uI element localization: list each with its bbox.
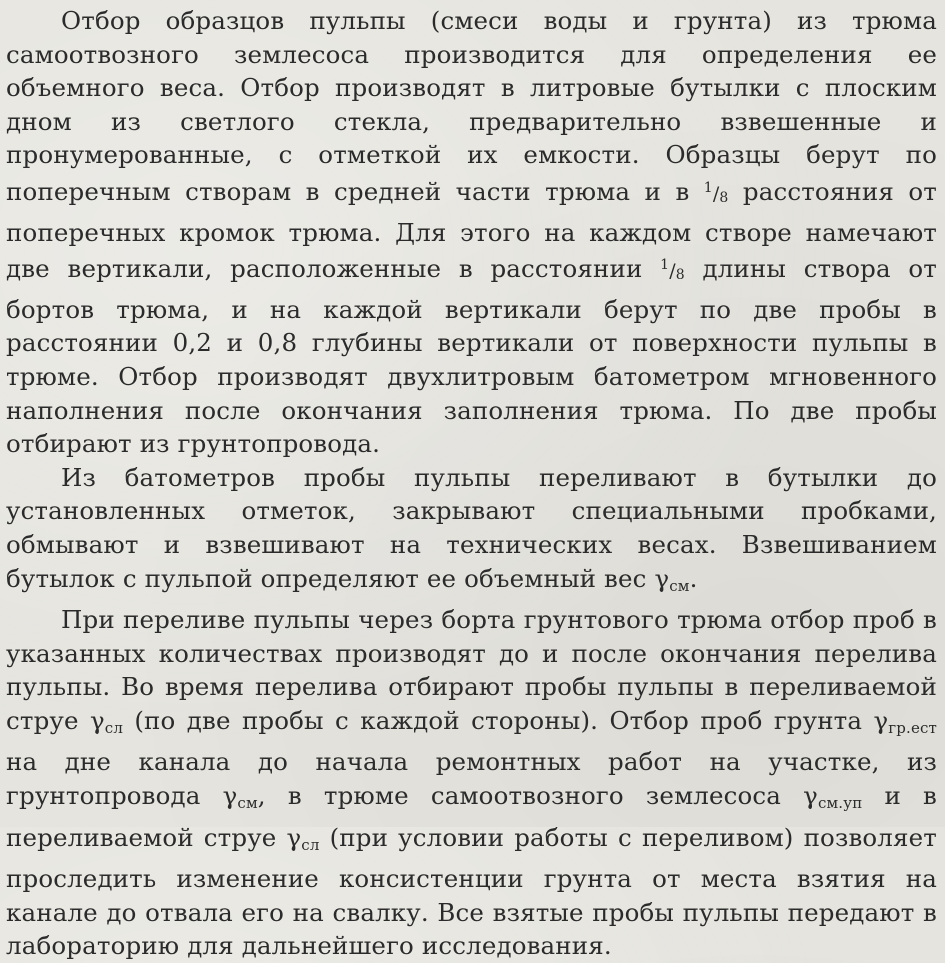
fraction-denominator: 8	[719, 189, 729, 206]
fraction-one-eighth: $^1/_8$	[660, 257, 685, 284]
symbol-subscript: см	[237, 794, 258, 813]
symbol-base: γ	[873, 705, 889, 735]
paragraph-3-text-6: (при условии работы с переливом) позволяет проследить изменение консистенции грунта от места взятия на канале до отвала его на свалку. Все взятые пробы пульпы передают в лабораторию для дальнейшего исследования.	[6, 822, 937, 961]
fraction-numerator: 1	[703, 179, 713, 196]
symbol-subscript: см.уп	[817, 794, 863, 813]
paragraph-1-text-3: длины створа от бортов трюма, и на каждой вертикали берут по две пробы в расстоянии 0,2 и 0,8 глубины вертикали от поверхности пульпы в трюме. Отбор производят двухлитровым батометром мгновенного наполнения после окончания заполнения трюма. По две пробы отбирают из грунтопровода.	[6, 254, 937, 459]
symbol-subscript: см	[669, 576, 690, 595]
paragraph-3-text-4: , в трюме самоотвозного землесоса	[257, 781, 804, 811]
paragraph-3-text-2: (по две пробы с каждой стороны). Отбор проб грунта	[123, 705, 874, 735]
fraction-denominator: 8	[675, 267, 685, 284]
gamma-sl-symbol	[287, 823, 320, 852]
symbol-base: γ	[286, 822, 302, 852]
paragraph-2-text-2: .	[689, 563, 698, 593]
paragraph-1	[6, 4, 937, 461]
paragraph-3	[6, 603, 937, 963]
gamma-sm-symbol	[654, 564, 689, 593]
paragraph-3-text-3: на дне канала до начала ремонтных работ на участке, из грунтопровода	[6, 747, 937, 811]
paragraph-1-text-1: Отбор образцов пульпы (смеси воды и грунта) из трюма самоотвозного землесоса производится для определения ее объемного веса. Отбор производят в литровые бутылки с плоским дном из светлого стекла, предварительно взвешенные и пронумерованные, с отметкой их емкости. Образцы берут по поперечным створам в средней части трюма и в	[6, 6, 937, 206]
paragraph-3-text-5: и в переливаемой струе	[6, 781, 937, 852]
gamma-sm-up-symbol	[803, 781, 863, 813]
gamma-gr-est-symbol	[873, 706, 937, 735]
gamma-sl-symbol	[90, 706, 123, 735]
paragraph-1-text-2: расстояния от поперечных кромок трюма. Для этого на каждом створе намечают две вертикали, расположенные в расстоянии	[6, 176, 937, 284]
paragraph-2-text-1: Из батометров пробы пульпы переливают в бутылки до установленных отметок, закрывают специальными пробками, обмывают и взвешивают на технических весах. Взвешиванием бутылок с пульпой определяют ее объемный вес	[6, 462, 937, 593]
paragraph-2	[6, 461, 937, 603]
symbol-subscript: гр.ест	[888, 718, 937, 737]
symbol-subscript: сл	[301, 835, 320, 854]
symbol-base: γ	[654, 563, 670, 593]
gamma-sm-symbol	[222, 781, 258, 813]
symbol-base: γ	[222, 781, 238, 811]
fraction-numerator: 1	[660, 257, 670, 274]
symbol-subscript: сл	[104, 718, 123, 737]
symbol-base: γ	[803, 781, 818, 811]
symbol-base: γ	[89, 705, 105, 735]
paragraph-3-text-1: При переливе пульпы через борта грунтового трюма отбор проб в указанных количествах производят до и после окончания перелива пульпы. Во время перелива отбирают пробы пульпы в переливаемой струе	[6, 605, 937, 735]
fraction-one-eighth: $^1/_8$	[703, 179, 729, 206]
